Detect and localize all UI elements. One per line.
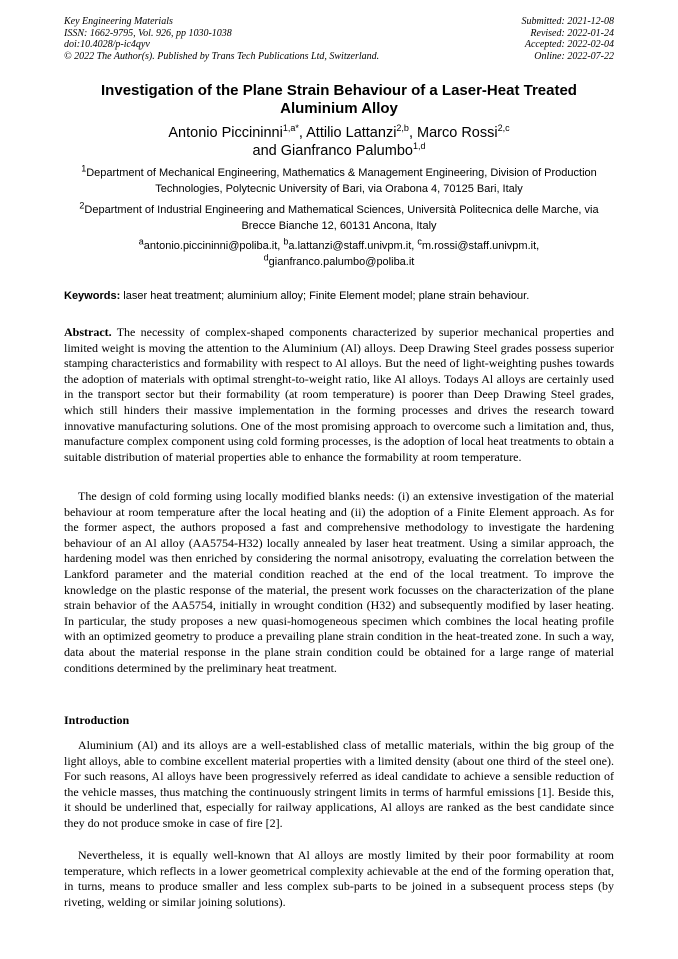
introduction-paragraph-2: Nevertheless, it is equally well-known that Al alloys are mostly limited by their poor formability at room temperature, which reflects in a lower geometrical complexity achievable at the end of the forming operation that, in turns, means to produce smaller and less complex sub-parts to be joined in a subsequent process steps (by riveting, welding or similar joining solutions).: [64, 848, 614, 909]
author-separator: ,: [298, 125, 307, 141]
abstract-paragraph-2: The design of cold forming using locally modified blanks needs: (i) an extensive investigation of the material behaviour at room temperature after the local heating and (ii) the adoption of a Finite Element approach. As for the former aspect, the authors proposed a fast and comprehensive methodology to investigate the hardening behaviour of an Al alloy (AA5754-H32) locally annealed by laser heat treatment. Using a similar approach, the hardening model was then enriched by considering the normal anisotropy, evaluating the correlation between the Lankford parameter and the material condition reached at the end of the local treatment. To improve the knowledge on the plastic response of the material, the present work focusses on the characterization of the plane strain behavior of the AA5754, initially in wrought condition (H32) and subsequently modified by laser heating. In particular, the study proposes a new quasi-homogeneous specimen which combines the local heating profile with an optimized geometry to produce a prevailing plane strain condition in the heat-treated zone. In such a way, data about the material response in the plane strain condition could be obtained for a large range of material conditions determined by the preliminary heat treatment.: [64, 489, 614, 675]
affiliation-superscript: 2: [79, 200, 85, 211]
paper-title: Investigation of the Plane Strain Behaviour of a Laser-Heat Treated Aluminium Alloy: [101, 82, 577, 117]
keywords: [64, 289, 614, 303]
affiliation-2: [64, 200, 614, 234]
affiliation-1: [64, 163, 614, 197]
email-link[interactable]: m.rossi@staff.univpm.it,: [421, 240, 540, 252]
email-link[interactable]: a.lattanzi@staff.univpm.it,: [288, 240, 418, 252]
email-link[interactable]: gianfranco.palumbo@poliba.it: [268, 255, 415, 268]
publication-dates: [414, 16, 614, 62]
author-name: Antonio Piccininni: [168, 125, 283, 141]
author-name: Gianfranco Palumbo: [280, 143, 413, 159]
affiliation-text: Department of Industrial Engineering and Mathematical Sciences, Università Politecnica delle Marche, via Brecce Bianche 12, 60131 Ancona, Italy: [84, 204, 599, 232]
author-separator: ,: [408, 125, 417, 141]
author-superscript: 1,d: [412, 141, 426, 152]
affiliation-superscript: 1: [81, 163, 87, 174]
author-superscript: 2,c: [497, 123, 510, 134]
keywords-text: laser heat treatment; aluminium alloy; Finite Element model; plane strain behaviour.: [120, 290, 530, 302]
keywords-label: Keywords:: [64, 290, 121, 302]
abstract-paragraph-1: [64, 325, 614, 465]
author-name: Attilio Lattanzi: [306, 125, 397, 141]
date-accepted: Accepted: 2022-02-04: [524, 39, 614, 51]
journal-name: Key Engineering Materials: [64, 16, 173, 27]
affiliation-text: Department of Mechanical Engineering, Mathematics & Management Engineering, Division of Production Technologies, Polytecnic University of Bari, via Orabona 4, 70125 Bari, Italy: [86, 167, 597, 195]
email-superscript: b: [283, 236, 289, 247]
date-submitted: Submitted: 2021-12-08: [521, 16, 614, 27]
abstract-label: Abstract.: [64, 325, 112, 339]
author-superscript: 1,a*: [282, 123, 299, 134]
section-heading-introduction: Introduction: [64, 713, 130, 727]
date-revised: Revised: 2022-01-24: [530, 27, 614, 39]
date-online: Online: 2022-07-22: [534, 50, 614, 62]
introduction-paragraph-1: Aluminium (Al) and its alloys are a well-established class of metallic materials, within the big group of the light alloys, able to combine excellent material properties with a limited density (about one third of the steel one). For such reasons, Al alloys have been progressively referred as ideal candidate to achieve a sensible reduction of the vehicle masses, thus matching the continuously stringent limits in terms of harmful emissions [1]. Beside this, it should be underlined that, especially for railway applications, Al alloys are ranked as the best candidate since they do not produce smoke in case of fire [2].: [64, 738, 614, 830]
abstract-text: The necessity of complex-shaped components characterized by superior mechanical properties and limited weight is moving the attention to the Aluminium (Al) alloys. Deep Drawing Steel grades possess superior stamping characteristics and formability with respect to Al alloys. But the need of light-weighting pushes towards the adoption of materials with optimal strenght-to-weight ratio, like Al alloys. Todays Al alloys are certainly used in the transport sector but their formability (at room temperature) is poorer than Deep Drawing Steel grades, which still hinders their massive implementation in the forming processes and drives the research toward innovative manufacturing solutions. One of the most promising approach to overcome such a limitation and, thus, manufacture complex component using cold forming processes, is the adoption of local heat treatments to obtain a suitable distribution of material properties able to enhance the formability at room temperature.: [64, 325, 614, 464]
author-conjunction: and: [252, 143, 281, 159]
author-superscript: 2,b: [396, 123, 409, 134]
email-link[interactable]: antonio.piccininni@poliba.it,: [143, 240, 284, 252]
author-emails: [64, 236, 614, 270]
author-name: Marco Rossi: [417, 125, 498, 141]
journal-info: [64, 16, 444, 62]
email-superscript: a: [138, 236, 144, 247]
email-superscript: c: [417, 236, 422, 247]
email-superscript: d: [263, 251, 269, 262]
journal-issn: ISSN: 1662-9795, Vol. 926, pp 1030-1038: [64, 27, 232, 39]
journal-copyright: © 2022 The Author(s). Published by Trans Tech Publications Ltd, Switzerland.: [64, 50, 380, 62]
author-list: [64, 124, 614, 160]
journal-doi: doi:10.4028/p-ic4qyv: [64, 39, 150, 51]
